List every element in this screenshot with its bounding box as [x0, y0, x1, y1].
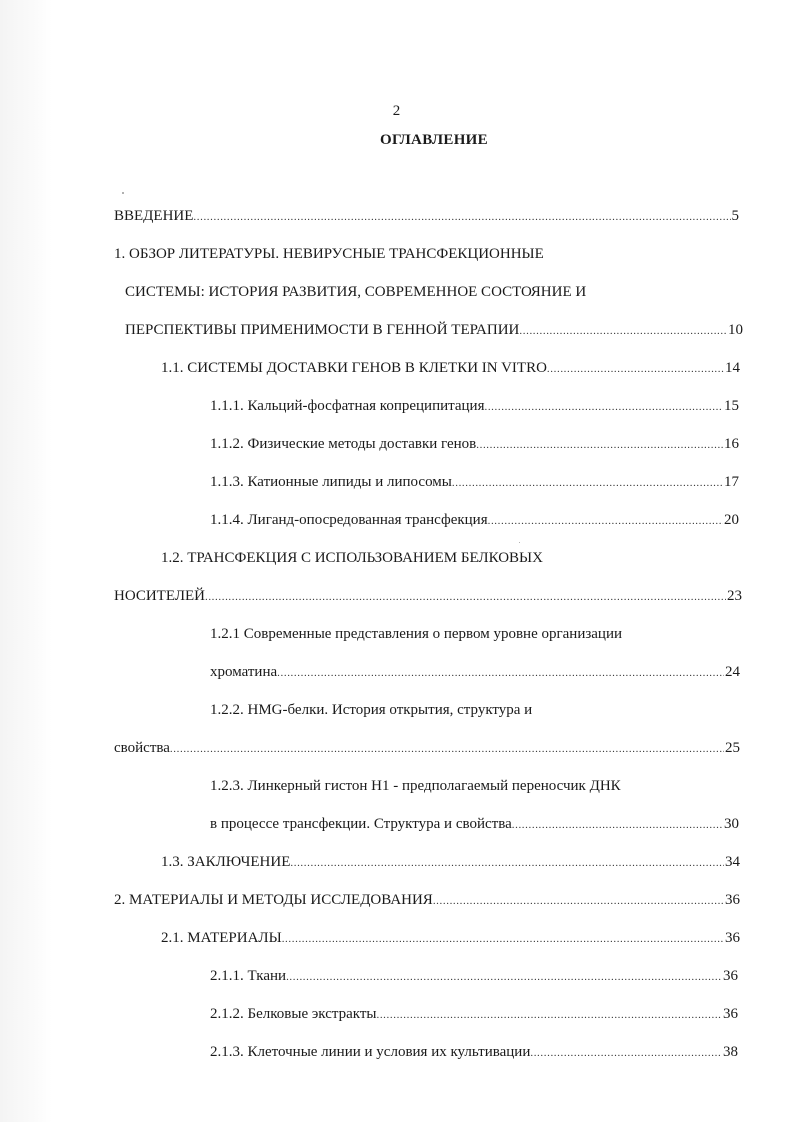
dot-leader	[547, 359, 724, 378]
toc-entry-label: 1.3. ЗАКЛЮЧЕНИЕ	[161, 854, 291, 870]
dot-leader	[484, 397, 723, 416]
page-number: 2	[392, 103, 401, 119]
dot-leader	[376, 1005, 722, 1024]
toc-entry-2-1-1[interactable]	[210, 966, 738, 986]
toc-entry-label: 2. МАТЕРИАЛЫ И МЕТОДЫ ИССЛЕДОВАНИЯ	[114, 892, 433, 908]
toc-page-number: 38	[723, 1044, 738, 1060]
toc-page-number: 14	[725, 360, 740, 376]
toc-entry-label: свойства	[114, 740, 170, 756]
toc-entry-label: хроматина	[210, 664, 278, 680]
dot-leader	[282, 929, 724, 948]
toc-entry-1-2-1-line2[interactable]	[210, 662, 740, 682]
toc-entry-label: 2.1.1. Ткани	[210, 968, 287, 984]
toc-entry-label: 1.1.1. Кальций-фосфатная копреципитация	[210, 398, 485, 414]
toc-entry-2-1-3[interactable]	[210, 1042, 738, 1062]
toc-entry-ch1-line1[interactable]: 1. ОБЗОР ЛИТЕРАТУРЫ. НЕВИРУСНЫЕ ТРАНСФЕКЦИОННЫЕ	[114, 246, 544, 262]
toc-entry-label: НОСИТЕЛЕЙ	[114, 588, 205, 604]
toc-entry-label: 2.1.2. Белковые экстракты	[210, 1006, 377, 1022]
page-title: ОГЛАВЛЕНИЕ	[380, 132, 488, 148]
dot-leader	[530, 1043, 722, 1062]
dot-leader	[286, 967, 722, 986]
toc-page-number: 36	[723, 968, 738, 984]
toc-entry-1-2-3-line1[interactable]: 1.2.3. Линкерный гистон H1 - предполагаемый переносчик ДНК	[210, 778, 621, 794]
toc-entry-label: в процессе трансфекции. Структура и свойства	[210, 816, 512, 832]
dot-leader	[519, 321, 727, 340]
toc-entry-1-1[interactable]	[161, 358, 740, 378]
toc-page-number: 36	[723, 1006, 738, 1022]
toc-page-number: 24	[725, 664, 740, 680]
toc-entry-ch2[interactable]	[114, 890, 740, 910]
toc-entry-2-1-2[interactable]	[210, 1004, 738, 1024]
toc-entry-label: 1.1.3. Катионные липиды и липосомы	[210, 474, 452, 490]
dot-leader	[277, 663, 724, 682]
dot-leader	[488, 511, 723, 530]
dot-leader	[170, 739, 724, 758]
toc-entry-label: 2.1. МАТЕРИАЛЫ	[161, 930, 282, 946]
dot-leader	[205, 587, 726, 606]
toc-entry-label: 2.1.3. Клеточные линии и условия их культивации	[210, 1044, 531, 1060]
toc-page-number: 5	[731, 208, 739, 224]
toc-entry-1-1-1[interactable]	[210, 396, 739, 416]
toc-entry-1-2-3-line2[interactable]	[210, 814, 739, 834]
dot-leader	[433, 891, 724, 910]
dot-leader	[452, 473, 723, 492]
dot-leader	[476, 435, 723, 454]
toc-page-number: 25	[725, 740, 740, 756]
toc-entry-1-2-2-line2[interactable]	[114, 738, 740, 758]
toc-entry-1-2-line1[interactable]: 1.2. ТРАНСФЕКЦИЯ С ИСПОЛЬЗОВАНИЕМ БЕЛКОВЫХ	[161, 550, 543, 566]
scan-speck	[519, 542, 520, 543]
toc-page-number: 10	[728, 322, 743, 338]
dot-leader	[193, 207, 730, 226]
toc-entry-label: 1.1.4. Лиганд-опосредованная трансфекция	[210, 512, 488, 528]
scan-edge-shadow	[0, 0, 52, 1122]
toc-entry-1-2-2-line1[interactable]: 1.2.2. HMG-белки. История открытия, структура и	[210, 702, 533, 718]
toc-entry-label: 1.1. СИСТЕМЫ ДОСТАВКИ ГЕНОВ В КЛЕТКИ IN VITRO	[161, 360, 547, 376]
toc-entry-1-1-4[interactable]	[210, 510, 739, 530]
toc-page-number: 16	[724, 436, 739, 452]
toc-page-number: 15	[724, 398, 739, 414]
toc-page-number: 20	[724, 512, 739, 528]
dot-leader	[512, 815, 723, 834]
toc-page-number: 30	[724, 816, 739, 832]
toc-entry-1-2-1-line1[interactable]: 1.2.1 Современные представления о первом уровне организации	[210, 626, 623, 642]
toc-entry-1-3[interactable]	[161, 852, 740, 872]
toc-entry-1-2-line2[interactable]	[114, 586, 742, 606]
toc-entry-1-1-2[interactable]	[210, 434, 739, 454]
toc-page-number: 34	[725, 854, 740, 870]
toc-entry-ch1-line3[interactable]	[125, 320, 743, 340]
toc-entry-2-1[interactable]	[161, 928, 740, 948]
toc-entry-label: ВВЕДЕНИЕ	[114, 208, 194, 224]
toc-page-number: 17	[724, 474, 739, 490]
toc-entry-1-1-3[interactable]	[210, 472, 739, 492]
toc-entry-intro[interactable]	[114, 206, 739, 226]
toc-page-number: 23	[727, 588, 742, 604]
toc-page-number: 36	[725, 930, 740, 946]
scan-speck	[122, 192, 124, 194]
toc-page-number: 36	[725, 892, 740, 908]
dot-leader	[290, 853, 724, 872]
toc-entry-label: ПЕРСПЕКТИВЫ ПРИМЕНИМОСТИ В ГЕННОЙ ТЕРАПИИ	[125, 322, 520, 338]
toc-entry-label: 1.1.2. Физические методы доставки генов	[210, 436, 477, 452]
toc-entry-ch1-line2[interactable]: СИСТЕМЫ: ИСТОРИЯ РАЗВИТИЯ, СОВРЕМЕННОЕ СОСТОЯНИЕ И	[125, 284, 587, 300]
